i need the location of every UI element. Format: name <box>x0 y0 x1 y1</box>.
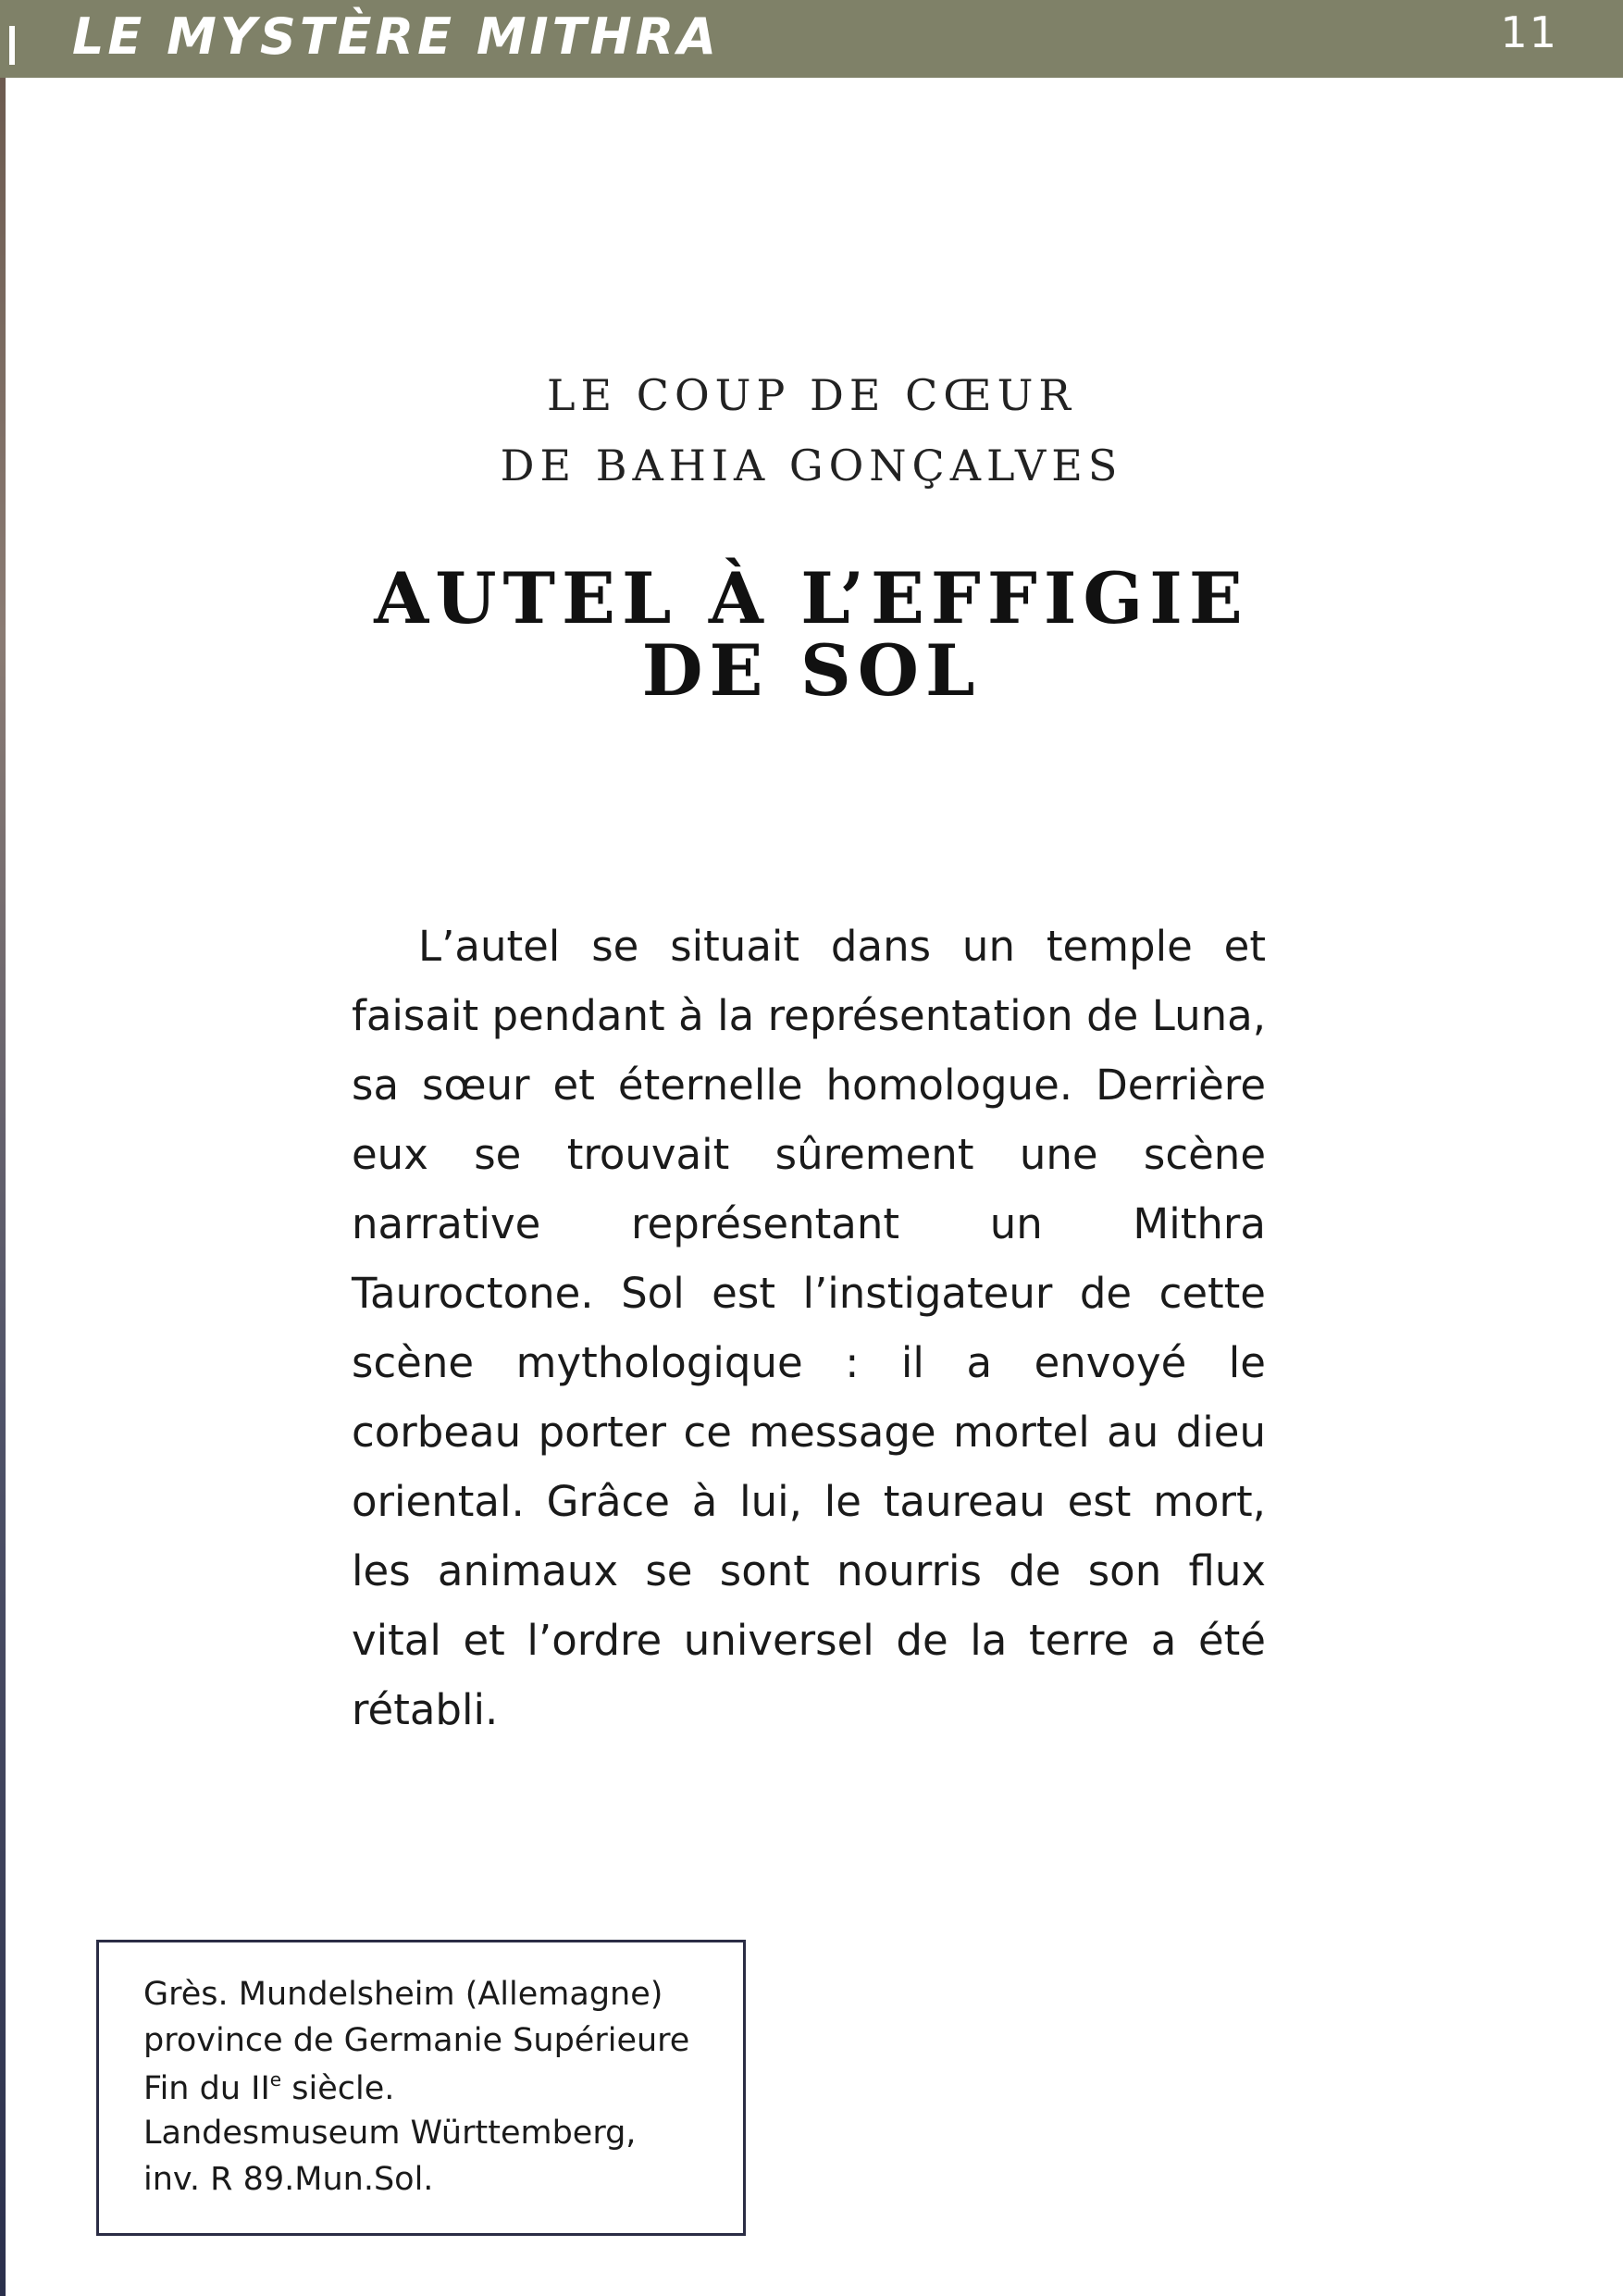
object-caption <box>96 1940 746 2236</box>
running-header <box>0 0 1623 78</box>
caption-line-3-suffix: siècle. <box>281 2070 395 2107</box>
caption-line-1: Grès. Mundelsheim (Allemagne) <box>143 1976 663 2013</box>
header-bar-mark <box>9 26 15 65</box>
caption-line-3 <box>143 2068 394 2107</box>
article-title-line-1: AUTEL À L’EFFIGIE <box>374 557 1249 639</box>
article-body: L’autel se situait dans un temple et faisait pendant à la représentation de Luna, sa sœur et éternelle homologue. Derrière eux se trouvait sûrement une scène narrative représentant un Mithra Tauroctone. Sol est l’instigateur de cette scène mythologique : il a envoyé le corbeau porter ce message mortel au dieu oriental. Grâce à lui, le taureau est mort, les animaux se sont nourris de son flux vital et l’ordre universel de la terre a été rétabli. <box>352 922 1266 1734</box>
kicker-line-1: LE COUP DE CŒUR <box>547 370 1076 420</box>
caption-line-3-prefix: Fin du II <box>143 2070 270 2107</box>
caption-line-5: inv. R 89.Mun.Sol. <box>143 2161 434 2198</box>
kicker-line-2: DE BAHIA GONÇALVES <box>500 441 1123 490</box>
page-number: 11 <box>1500 7 1558 57</box>
caption-line-4: Landesmuseum Württemberg, <box>143 2115 637 2152</box>
article-title-line-2: DE SOL <box>641 629 982 712</box>
caption-line-2: province de Germanie Supérieure <box>143 2022 690 2059</box>
running-header-title: LE MYSTÈRE MITHRA <box>72 7 721 66</box>
caption-century-superscript: e <box>269 2068 282 2091</box>
